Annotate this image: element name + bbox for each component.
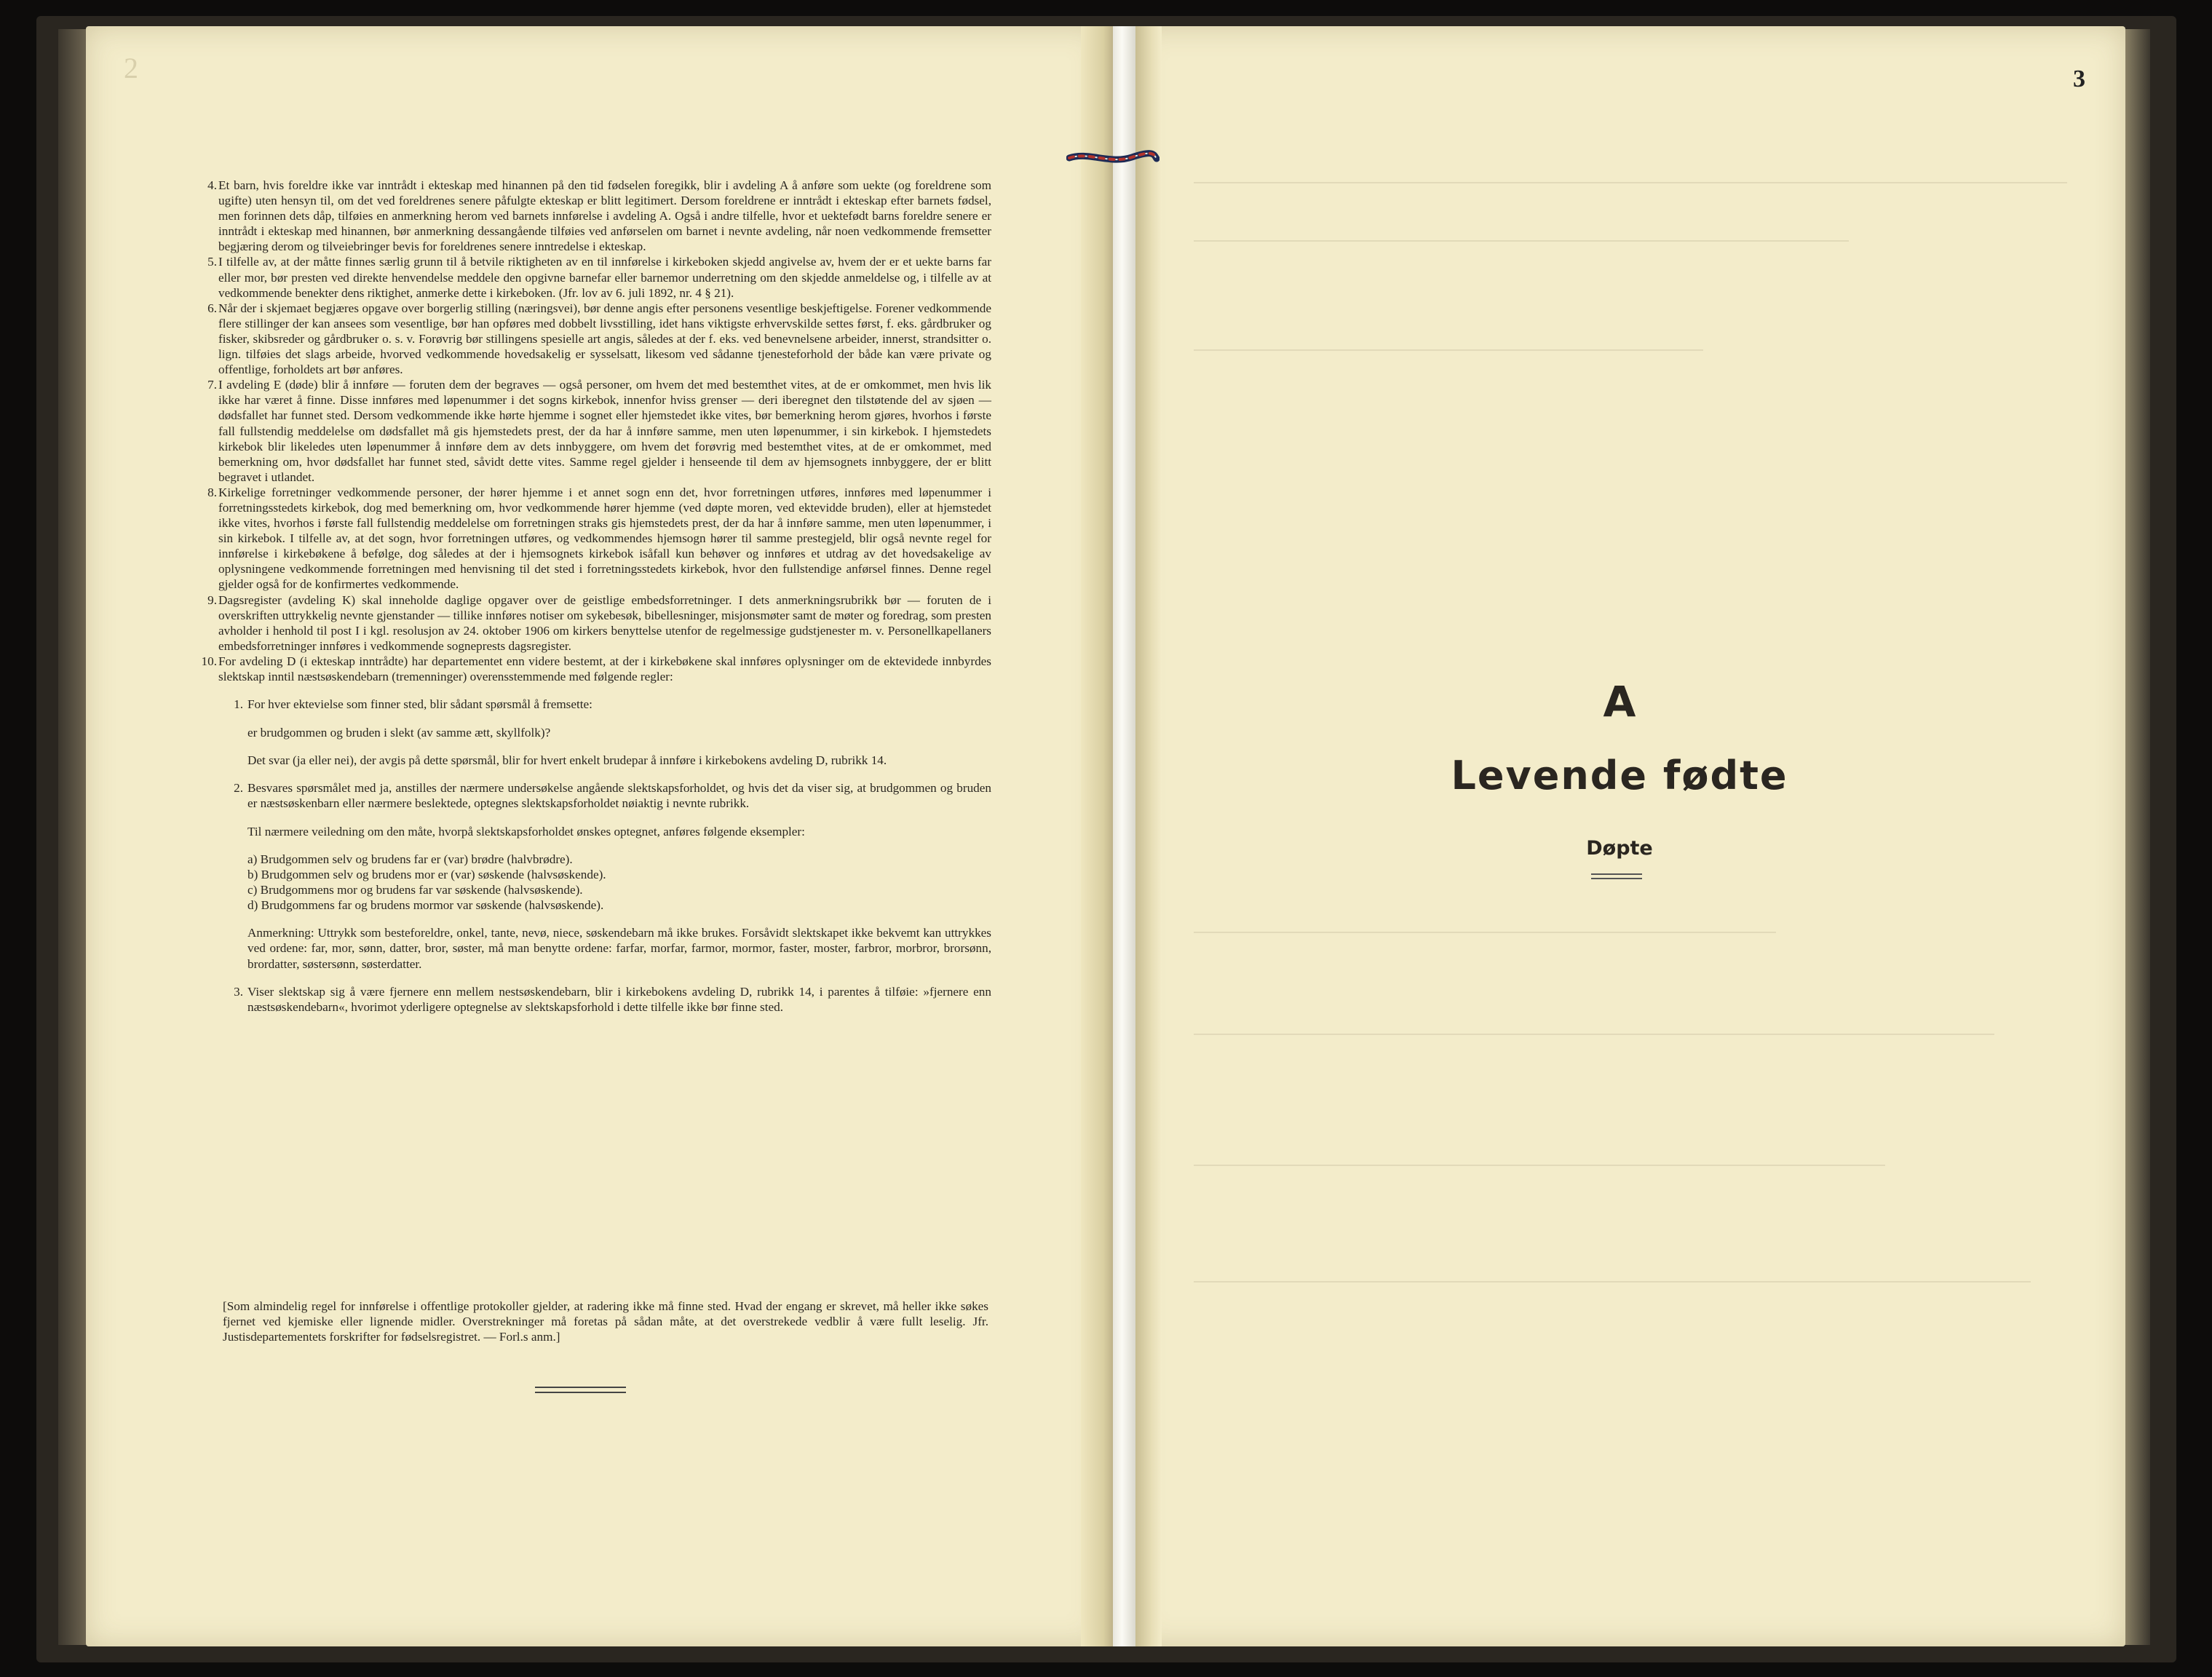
- examples-list: [247, 852, 991, 913]
- sub-rule: [234, 780, 991, 972]
- bleed-through-line: [1194, 1165, 1885, 1166]
- example-line: d) Brudgommens far og brudens mormor var søskende (halvsøskende).: [247, 898, 604, 913]
- item-number: 6.: [207, 301, 217, 315]
- item-text: Dagsregister (avdeling K) skal inneholde daglige opgaver over de geistlige embedsforretninger. I dets anmerkningsrubrikk bør — foruten de i overskriften uttrykkelig nevnte gjenstander — tillike innføres notiser om sykebesøk, bibellesninger, misjonsmøter samt de møter og foredrag, som presten avholder i henhold til post I i kgl. resolusjon av 24. oktober 1906 om kirkers benyttelse utenfor de regelmessige gudstjenester m. v. Personellkapellaners embedsforretninger innføres i vedkommende sogneprests dagsregister.: [218, 592, 991, 653]
- item-number: 8.: [207, 485, 217, 499]
- item-number: 4.: [207, 178, 217, 192]
- bleed-through-line: [1194, 349, 1703, 351]
- sub-rule-text: For hver ektevielse som finner sted, blir sådant spørsmål å fremsette:: [247, 697, 592, 712]
- right-page-edge: [2124, 29, 2150, 1645]
- sub-rule-text: er brudgommen og bruden i slekt (av samme ætt, skyllfolk)?: [247, 725, 551, 740]
- remark-text: Anmerkning: Uttrykk som besteforeldre, onkel, tante, nevø, niece, søskendebarn må ikke brukes. Forsåvidt slektskapet ikke bekvemt kan uttrykkes ved ordene: far, mor, sønn, datter, bror, søster, må man benytte ordene: farfar, morfar, farmor, mormor, faster, moster, farbror, morbror, brorsønn, brordatter, søstersønn, søsterdatter.: [247, 926, 991, 971]
- right-page: [1135, 26, 2125, 1646]
- instruction-item: [207, 377, 991, 485]
- instruction-item: [207, 485, 991, 592]
- sub-rule-text: Viser slektskap sig å være fjernere enn mellem nestsøskendebarn, blir i kirkebokens avdeling D, rubrikk 14, i parentes å tilføie: »fjernere enn næstsøskendebarn«, hvorimot yderligere optegnelse av slektskapsforhold i dette tilfelle ikke bør finne sted.: [247, 984, 991, 1014]
- sub-rule-number: 1.: [234, 697, 243, 712]
- item-number: 7.: [207, 378, 217, 392]
- item-text: Når der i skjemaet begjæres opgave over borgerlig stilling (næringsvei), bør denne angis efter personens vesentlige beskjeftigelse. Forener vedkommende flere stillinger der kan ansees som vesentlige, bør han opføres med dobbelt livsstilling, idet hans viktigste erhvervskilde settes først, f. eks. gårdbruker og fisker, skibsreder og gårdbruker o. s. v. Forøvrig bør stillingens spesielle art angis, således at der f. eks. ved benevnelsene arbeider, innerst, strandsitter o. lign. tilføies det slags arbeide, hvorved vedkommende hovedsakelig er sysselsatt, likesom ved sådanne tjenesteforhold der både kan være private og offentlige, forholdets art bør anføres.: [218, 301, 991, 377]
- closing-rule: [535, 1392, 626, 1393]
- item-text: For avdeling D (i ekteskap inntrådte) har departementet enn videre bestemt, at der i kirkebøkene skal innføres oplysninger om de ektevidede innbyrdes slektskap inntil næstsøskendebarn (tremenninger) overensstemmende med følgende regler:: [218, 654, 991, 683]
- gutter-shadow-right: [1135, 26, 1162, 1646]
- instructions-text: [201, 178, 991, 1027]
- instruction-item: [207, 592, 991, 654]
- page-number: 3: [2073, 66, 2085, 92]
- sub-rule-text: Besvares spørsmålet med ja, anstilles der nærmere undersøkelse angående slektskapsforholdet, og hvis det da viser sig, at brudgommen og bruden er næstsøskenbarn eller nærmere beslektede, optegnes slektskapsforholdet nøiaktig i nevnte rubrikk.: [247, 781, 991, 811]
- bleed-through-line: [1194, 240, 1849, 242]
- bleed-through-line: [1194, 932, 1776, 933]
- item-text: I tilfelle av, at der måtte finnes særlig grunn til å betvile riktigheten av en til innførelse i kirkeboken skjedd angivelse av, hvem der er et uekte barns far eller mor, bør presten ved direkte henvendelse meddele den opgivne barnefar eller barnemor underretning om den skjedde anmeldelse og, i tilfelle av at vedkommende benekter dens riktighet, anmerke dette i kirkeboken. (Jfr. lov av 6. juli 1892, nr. 4 § 21).: [218, 255, 991, 300]
- binding-strip: [1113, 26, 1135, 1646]
- item-number: 9.: [207, 592, 217, 607]
- item-text: Kirkelige forretninger vedkommende personer, der hører hjemme i et annet sogn enn det, hvor forretningen utføres, innføres med løpenummer i forretningsstedets kirkebok, dog med bemerkning om, hvor vedkommende hører hjemme (ved døpte moren, ved ektevidde bruden), eller at hjemstedet ikke vites, hvorhos i første fall fullstendig meddelelse om forretningen straks gis hjemstedets prest, der da har å innføre samme, men uten løpenummer, i sin kirkebok. I tilfelle av, at det sogn, hvor forretningen utføres, og vedkommendes hjemsogn hører til samme prestegjeld, blir også nevnte regel for innførelse i kirkebøkene å befølge, dog således at der i hjemsognets kirkebok isåfall kun behøver og innføres et utdrag av det hovedsakelige av oplysningene vedkommende forretningen med henvisning til det sted i forretningsstedets kirkebok, hvor den fullstendige anførsel finnes. Denne regel gjelder også for de konfirmertes vedkommende.: [218, 485, 991, 592]
- section-letter: A: [1603, 677, 1636, 726]
- closing-rule: [535, 1387, 626, 1388]
- example-line: b) Brudgommen selv og brudens mor er (var) søskende (halvsøskende).: [247, 867, 606, 881]
- item-number: 10.: [201, 654, 217, 668]
- sub-rule-number: 2.: [234, 781, 243, 796]
- sub-rule-text: Til nærmere veiledning om den måte, hvorpå slektskapsforholdet ønskes optegnet, anføres følgende eksempler:: [247, 824, 805, 838]
- closing-note: [Som almindelig regel for innførelse i offentlige protokoller gjelder, at radering ikke må finne sted. Hvad der engang er skrevet, må heller ikke søkes fjernet ved kjemiske eller lignende midler. Overstrekninger må foretas på sådan måte, at det overstrekede vedblir å være fullt leselig. Jfr. Justisdepartementets forskrifter for fødselsregistret. — Forl.s anm.]: [223, 1299, 988, 1344]
- instruction-item: [207, 178, 991, 254]
- left-page-edge: [58, 29, 87, 1645]
- item-number: 5.: [207, 255, 217, 269]
- faint-page-number: 2: [124, 52, 138, 84]
- item-text: Et barn, hvis foreldre ikke var inntrådt i ekteskap med hinannen på den tid fødselen foregikk, blir i avdeling A å anføre som uekte (og foreldrene som ugifte) uten hensyn til, om det ved foreldrenes senere påfulgte ekteskap er blitt legitimert. Dersom foreldrene er inntrådt i ekteskap efter barnets fødsel, men forinnen dets dåp, tilføies en anmerkning herom ved barnets innførelse i avdeling A. Også i andre tilfelle, hvor et uektefødt barns foreldre senere er inntrådt i ekteskap med hinannen, bør anmerkning dessangående tilføies ved anførselen om barnet i nevnte avdeling, når noen vedkommende fremsetter begjæring derom og tilveiebringer bevis for foreldrenes senere inntredelse i ekteskap.: [218, 178, 991, 254]
- instruction-item: [207, 301, 991, 377]
- instruction-item: [207, 254, 991, 300]
- gutter-shadow-left: [1081, 26, 1113, 1646]
- item-text: I avdeling E (døde) blir å innføre — foruten dem der begraves — også personer, om hvem det med bestemthet vites, at de er omkommet, men hvis lik ikke har været å finne. Disse innføres med løpenummer i det sogns kirkebok, innenfor hviss grenser — deri iberegnet den tilstøtende del av sjøen — dødsfallet har funnet sted. Dersom vedkommende ikke hørte hjemme i sognet eller hjemstedet ikke vites, bør bemerkning herom gjøres, hvorhos i første fall fullstendig meddelelse om dødsfallet må gis hjemstedets prest, der da har å innføre samme, men uten løpenummer, i sin kirkebok. I hjemstedets kirkebok blir likeledes uten løpenummer å innføre dem av dets innbyggere, om hvem det forøvrig med bestemthet vites, at de er omkommet, med bemerkning om, hvor dødsfallet har funnet sted, såvidt dette vites. Samme regel gjelder i henseende til dem av hjemsognets innbyggere, der er blitt begravet i utlandet.: [218, 378, 991, 484]
- bleed-through-line: [1194, 182, 2067, 183]
- section-title: Levende fødte: [1451, 753, 1788, 798]
- bleed-through-line: [1194, 1281, 2031, 1282]
- sub-rule-text: Det svar (ja eller nei), der avgis på dette spørsmål, blir for hvert enkelt brudepar å innføre i kirkebokens avdeling D, rubrikk 14.: [247, 753, 887, 767]
- sub-rule-number: 3.: [234, 984, 243, 999]
- bleed-through-line: [1194, 1034, 1994, 1035]
- sub-rule: [234, 697, 991, 768]
- example-line: c) Brudgommens mor og brudens far var søskende (halvsøskende).: [247, 882, 583, 897]
- section-subtitle: Døpte: [1586, 837, 1653, 860]
- sub-rule: [234, 984, 991, 1015]
- binding-thread-icon: [1066, 150, 1159, 166]
- instruction-item: [201, 654, 991, 684]
- subtitle-rule: [1591, 878, 1642, 879]
- example-line: a) Brudgommen selv og brudens far er (var) brødre (halvbrødre).: [247, 852, 573, 866]
- subtitle-rule: [1591, 873, 1642, 875]
